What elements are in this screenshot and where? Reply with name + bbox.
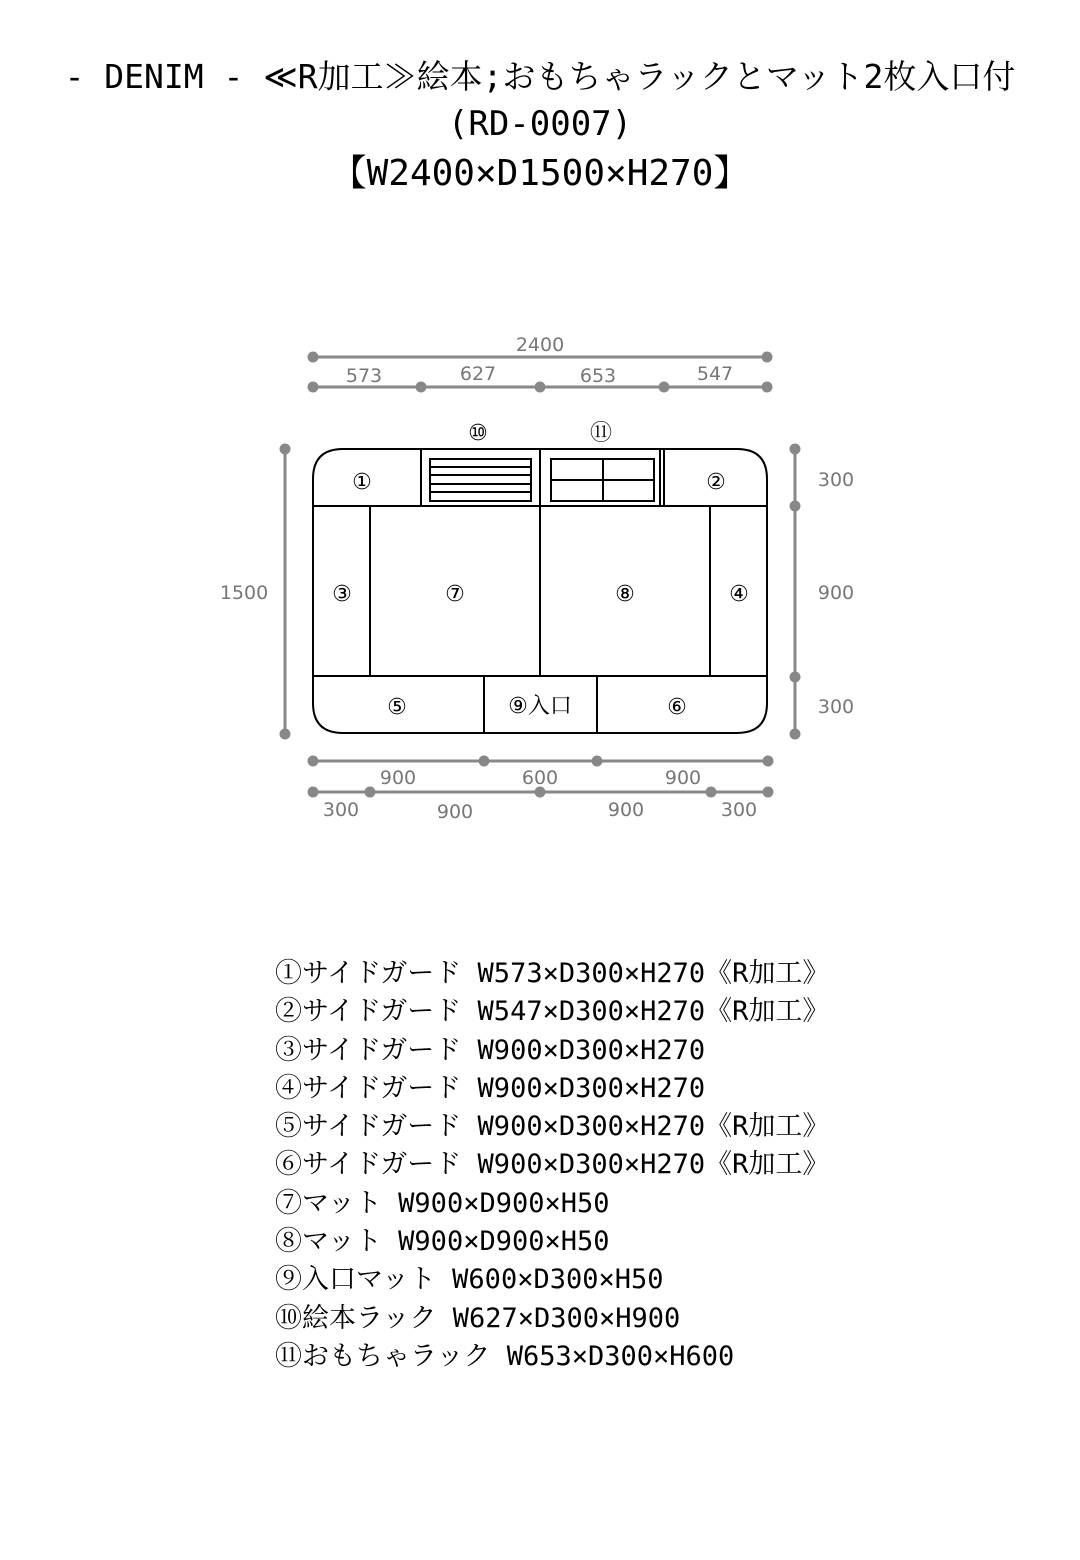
dim-right-3: 300	[817, 696, 855, 718]
parts-list-item: ⑥サイドガード W900×D300×H270《R加工》	[275, 1149, 830, 1181]
parts-list-item: ②サイドガード W547×D300×H270《R加工》	[275, 996, 830, 1028]
dim-bottom1-1: 900	[379, 767, 417, 789]
label-part-7: ⑦	[445, 582, 465, 607]
parts-list-item: ③サイドガード W900×D300×H270	[275, 1034, 706, 1066]
dim-right-1: 300	[817, 469, 855, 491]
part-10-rack	[421, 449, 540, 506]
label-part-6: ⑥	[667, 695, 687, 720]
dim-top-4: 547	[696, 363, 734, 385]
dim-bottom1-3: 900	[664, 767, 702, 789]
dim-overall-width: 2400	[515, 334, 565, 356]
dim-bottom2-4: 300	[720, 799, 758, 821]
parts-list-item: ⑦マット W900×D900×H50	[275, 1187, 610, 1219]
label-part-9: ⑨入口	[508, 694, 572, 719]
title-line-1: - DENIM - ≪R加工≫絵本;おもちゃラックとマット2枚入口付	[64, 57, 1016, 96]
dim-bottom2-2: 900	[436, 801, 474, 823]
dim-bottom2-3: 900	[607, 799, 645, 821]
label-part-11: ⑪	[589, 421, 613, 446]
parts-list-item: ⑪おもちゃラック W653×D300×H600	[275, 1340, 735, 1372]
dim-right-2: 900	[817, 582, 855, 604]
dim-top-2: 627	[459, 363, 497, 385]
label-part-3: ③	[332, 582, 352, 607]
label-part-2: ②	[706, 470, 726, 495]
parts-list	[275, 955, 829, 1376]
label-part-5: ⑤	[387, 695, 407, 720]
label-part-8: ⑧	[615, 582, 635, 607]
title-line-2: (RD-0007)	[447, 104, 633, 144]
dim-top-3: 653	[579, 365, 617, 387]
dim-bottom1-2: 600	[521, 767, 559, 789]
label-part-1: ①	[352, 470, 372, 495]
parts-list-item: ⑤サイドガード W900×D300×H270《R加工》	[275, 1111, 830, 1143]
label-part-10: ⑩	[468, 421, 488, 446]
title-line-3: 【W2400×D1500×H270】	[330, 153, 750, 194]
dim-height-total: 1500	[219, 582, 269, 604]
parts-list-item: ⑧マット W900×D900×H50	[275, 1226, 610, 1258]
dim-bottom2-1: 300	[322, 799, 360, 821]
dim-top-1: 573	[345, 365, 383, 387]
parts-list-item: ①サイドガード W573×D300×H270《R加工》	[275, 958, 830, 989]
parts-list-item: ⑨入口マット W600×D300×H50	[275, 1264, 664, 1296]
floor-plan-diagram	[0, 300, 1080, 840]
part-10-rack-inner	[430, 459, 531, 501]
label-part-4: ④	[729, 582, 749, 607]
parts-list-item: ④サイドガード W900×D300×H270	[275, 1072, 706, 1104]
parts-list-item: ⑩絵本ラック W627×D300×H900	[275, 1302, 681, 1334]
